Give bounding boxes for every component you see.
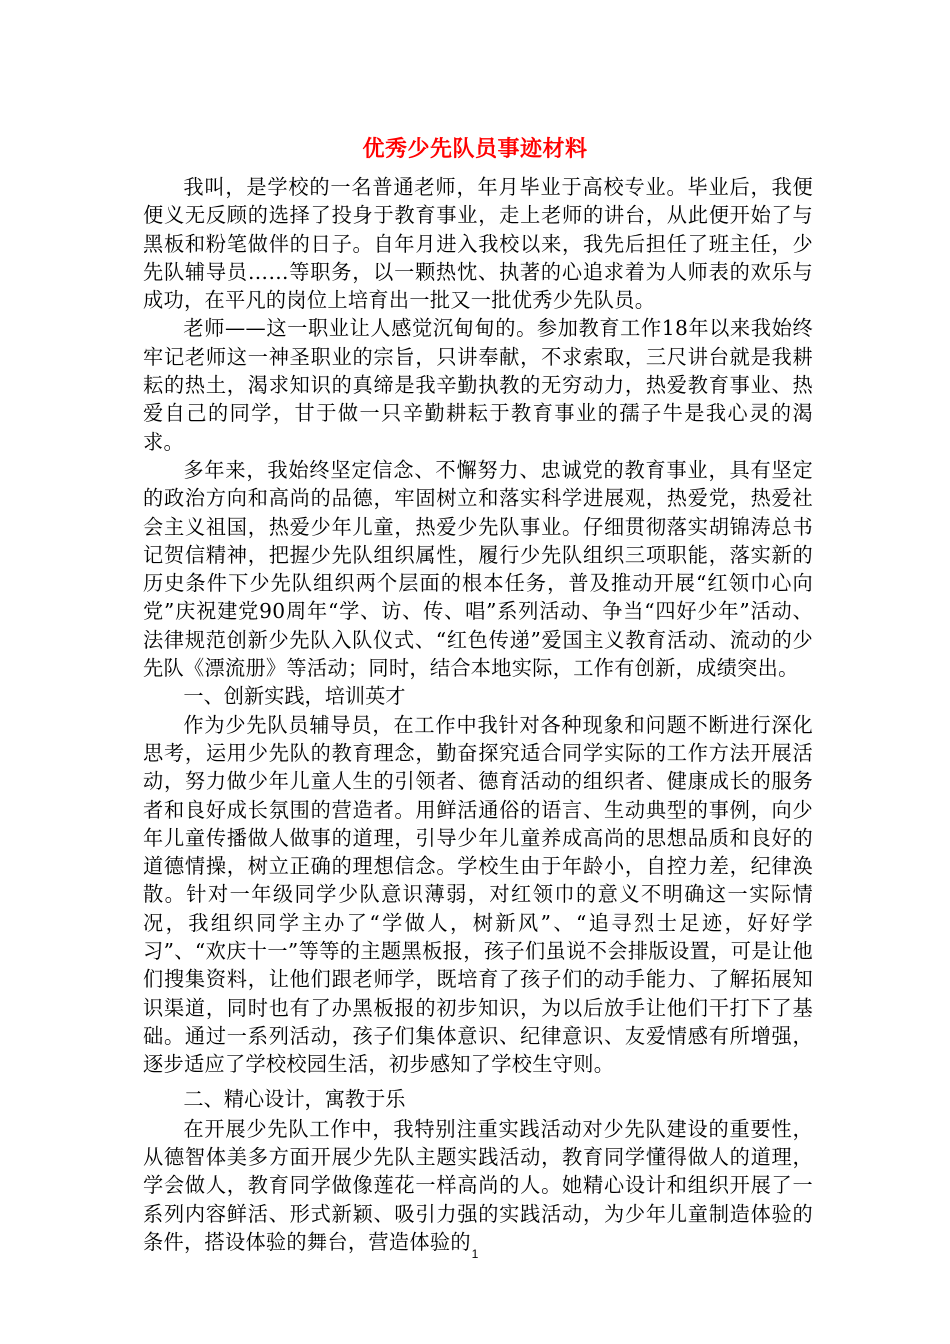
section-paragraph-1: 作为少先队员辅导员，在工作中我针对各种现象和问题不断进行深化思考，运用少先队的教育理念，勤奋探究适合同学实际的工作方法开展活动，努力做少年儿童人生的引领者、德育活动的组织者、健康成长的服务者和良好成长氛围的营造者。用鲜活通俗的语言、生动典型的事例，向少年儿童传播做人做事的道理，引导少年儿童养成高尚的思想品质和良好的道德情操，树立正确的理想信念。学校生由于年龄小，自控力差，纪律涣散。针对一年级同学少队意识薄弱，对红领巾的意义不明确这一实际情况，我组织同学主办了“学做人，树新风”、“追寻烈士足迹，好好学习”、“欢庆十一”等等的主题黑板报，孩子们虽说不会排版设置，可是让他们搜集资料，让他们跟老师学，既培育了孩子们的动手能力、了解拓展知识渠道，同时也有了办黑板报的初步知识，为以后放手让他们干打下了基础。通过一系列活动，孩子们集体意识、纪律意识、友爱情感有所增强，逐步适应了学校校园生活，初步感知了学校生守则。	[143, 712, 813, 1077]
section-heading-2: 二、精心设计，寓教于乐	[183, 1086, 406, 1111]
paragraph-intro: 我叫，是学校的一名普通老师，年月毕业于高校专业。毕业后，我便便义无反顾的选择了投身于教育事业，走上老师的讲台，从此便开始了与黑板和粉笔做伴的日子。自年月进入我校以来，我先后担任了班主任，少先队辅导员……等职务，以一颗热忱、执著的心追求着为人师表的欢乐与成功，在平凡的岗位上培育出一批又一批优秀少先队员。	[143, 175, 813, 313]
paragraph-beliefs: 多年来，我始终坚定信念、不懈努力、忠诚党的教育事业，具有坚定的政治方向和高尚的品德，牢固树立和落实科学进展观，热爱党，热爱社会主义祖国，热爱少年儿童，热爱少先队事业。仔细贯彻落实胡锦涛总书记贺信精神，把握少先队组织属性，履行少先队组织三项职能，落实新的历史条件下少先队组织两个层面的根本任务，普及推动开展“红领巾心向党”庆祝建党90周年“学、访、传、唱”系列活动、争当“四好少年”活动、法律规范创新少先队入队仪式、“红色传递”爱国主义教育活动、流动的少先队《漂流册》等活动；同时，结合本地实际，工作有创新，成绩突出。	[143, 457, 813, 681]
section-paragraph-2: 在开展少先队工作中，我特别注重实践活动对少先队建设的重要性，从德智体美多方面开展少先队主题实践活动，教育同学懂得做人的道理，学会做人，教育同学做像莲花一样高尚的人。她精心设计和组织开展了一系列内容鲜活、形式新颖、吸引力强的实践活动，为少年儿童制造体验的条件，搭设体验的舞台，营造体验的	[143, 1116, 813, 1254]
page-number: 1	[471, 1247, 479, 1261]
document-body	[143, 173, 813, 1256]
document-title: 优秀少先队员事迹材料	[362, 136, 588, 162]
paragraph-teacher-profession: 老师——这一职业让人感觉沉甸甸的。参加教育工作18年以来我始终牢记老师这一神圣职业的宗旨，只讲奉献，不求索取，三尺讲台就是我耕耘的热土，渴求知识的真缔是我辛勤执教的无穷动力，热爱教育事业、热爱自己的同学，甘于做一只辛勤耕耘于教育事业的孺子牛是我心灵的渴求。	[143, 316, 813, 454]
section-heading-1: 一、创新实践，培训英才	[183, 684, 406, 709]
